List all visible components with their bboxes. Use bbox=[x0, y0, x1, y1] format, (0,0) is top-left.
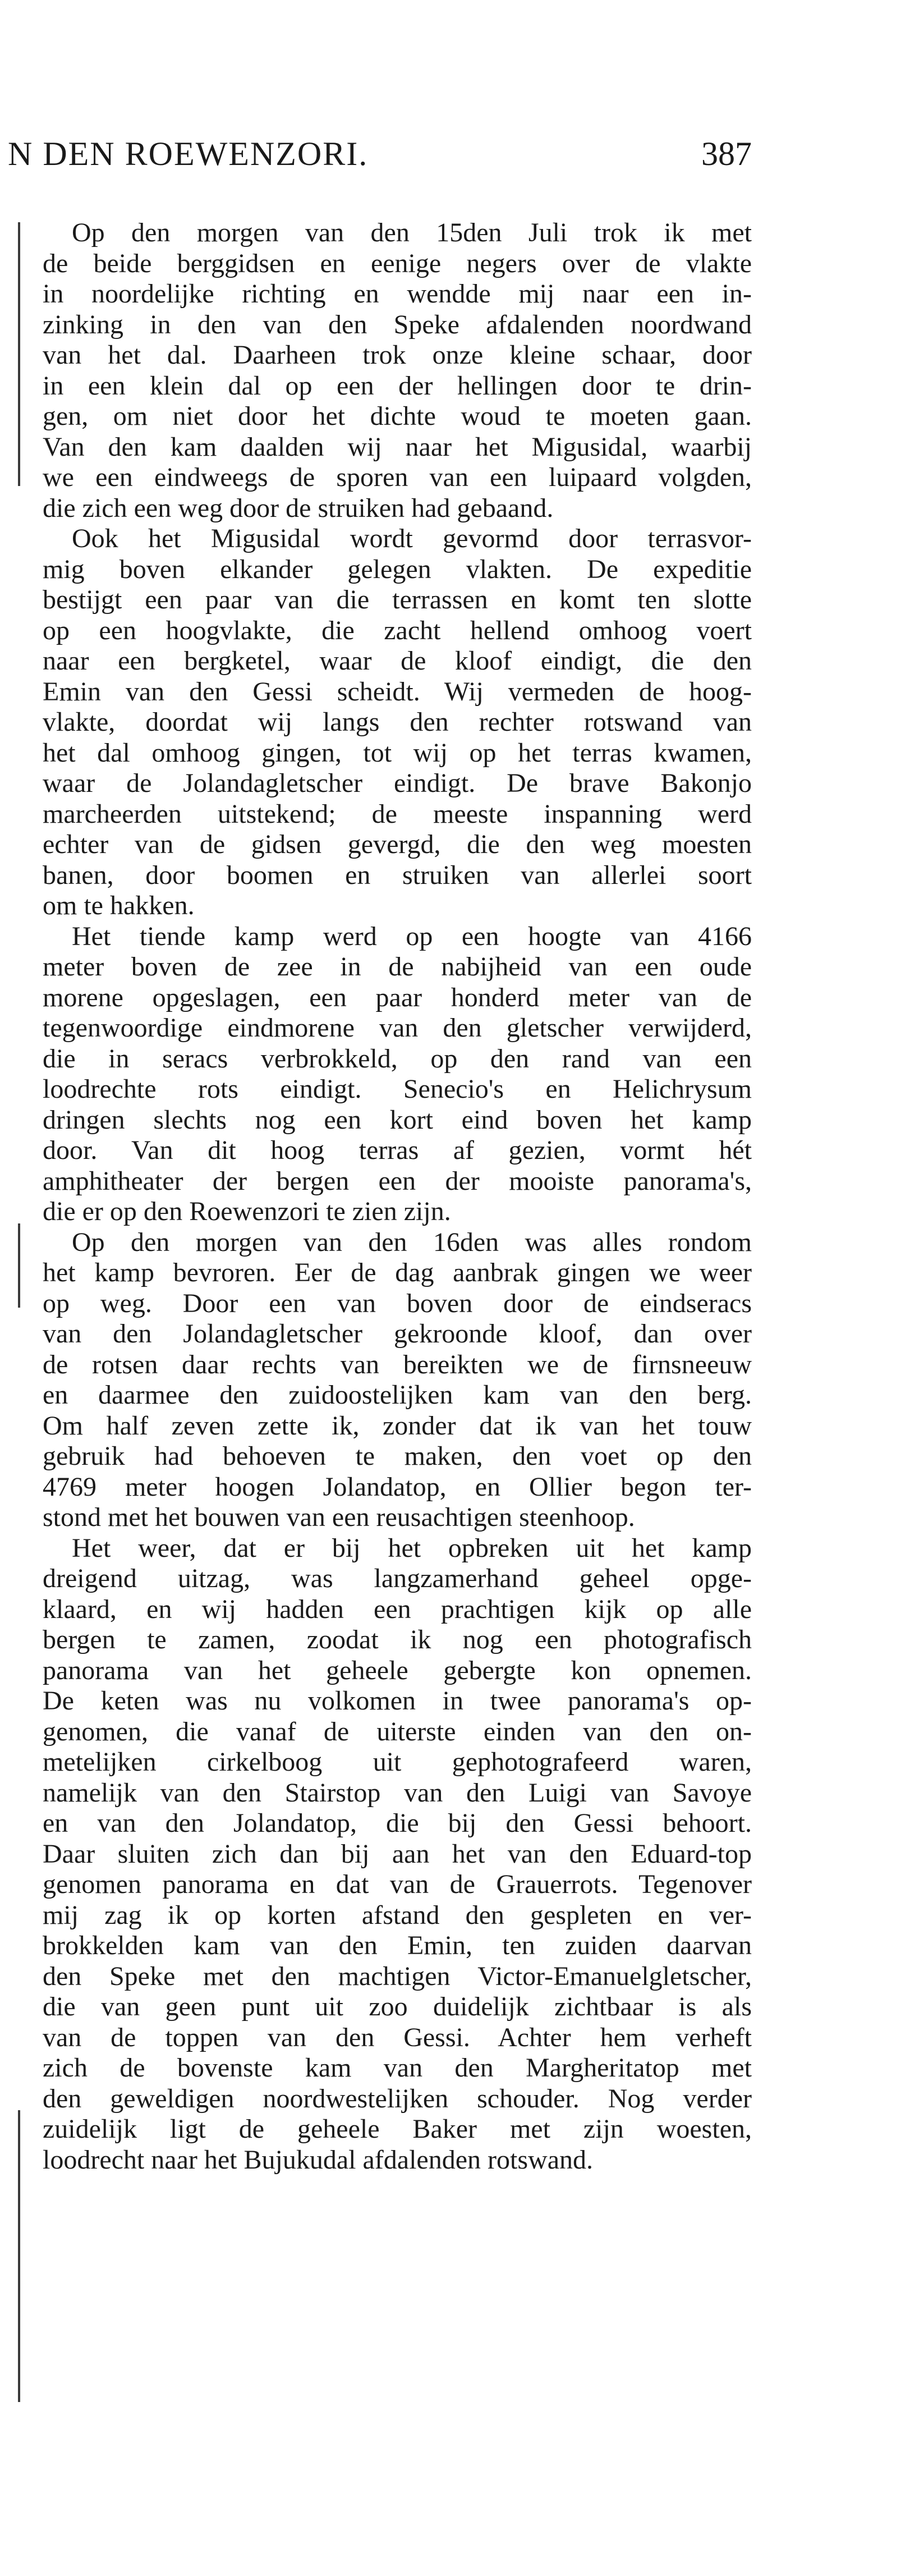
text-line: door. Van dit hoog terras af gezien, vormt hét bbox=[43, 1135, 752, 1165]
text-line: Van den kam daalden wij naar het Migusidal, waarbij bbox=[43, 432, 752, 462]
text-line: stond met het bouwen van een reusachtigen steenhoop. bbox=[43, 1502, 635, 1532]
paragraph bbox=[43, 922, 752, 1227]
text-line: Op den morgen van den 15den Juli trok ik met bbox=[72, 218, 752, 247]
page-number: 387 bbox=[701, 135, 752, 172]
text-line: naar een bergketel, waar de kloof eindigt, die den bbox=[43, 646, 752, 676]
text-line: De keten was nu volkomen in twee panorama's op- bbox=[43, 1686, 752, 1716]
text-line: amphitheater der bergen een der mooiste panorama's, bbox=[43, 1166, 752, 1196]
text-line: Ook het Migusidal wordt gevormd door terrasvor- bbox=[72, 524, 752, 553]
text-line: in noordelijke richting en wendde mij naar een in- bbox=[43, 279, 752, 309]
text-line: die in seracs verbrokkeld, op den rand van een bbox=[43, 1043, 752, 1074]
text-line: loodrechte rots eindigt. Senecio's en Helichrysum bbox=[43, 1074, 752, 1104]
text-line: en daarmee den zuidoostelijken kam van den berg. bbox=[43, 1380, 752, 1410]
text-line: genomen panorama en dat van de Grauerrots. Tegenover bbox=[43, 1869, 752, 1899]
text-line: den Speke met den machtigen Victor-Emanuelgletscher, bbox=[43, 1961, 752, 1991]
text-line: het dal omhoog gingen, tot wij op het terras kwamen, bbox=[43, 737, 752, 768]
text-line: meter boven de zee in de nabijheid van een oude bbox=[43, 952, 752, 982]
text-line: van den Jolandagletscher gekroonde kloof, dan over bbox=[43, 1319, 752, 1349]
text-line: Daar sluiten zich dan bij aan het van den Eduard-top bbox=[43, 1839, 752, 1869]
text-line: waar de Jolandagletscher eindigt. De brave Bakonjo bbox=[43, 768, 752, 798]
text-line: van de toppen van den Gessi. Achter hem verheft bbox=[43, 2022, 752, 2052]
text-line: zuidelijk ligt de geheele Baker met zijn woesten, bbox=[43, 2114, 752, 2144]
text-line: om te hakken. bbox=[43, 891, 195, 920]
text-line: den geweldigen noordwestelijken schouder. Nog verder bbox=[43, 2083, 752, 2114]
text-line: die van geen punt uit zoo duidelijk zichtbaar is als bbox=[43, 1992, 752, 2022]
text-line: het kamp bevroren. Eer de dag aanbrak gingen we weer bbox=[43, 1258, 752, 1287]
text-line: gebruik had behoeven te maken, den voet op den bbox=[43, 1441, 752, 1471]
text-line: namelijk van den Stairstop van den Luigi van Savoye bbox=[43, 1777, 752, 1808]
text-line: bestijgt een paar van die terrassen en komt ten slotte bbox=[43, 585, 752, 615]
text-line: tegenwoordige eindmorene van den gletscher verwijderd, bbox=[43, 1013, 752, 1043]
body-text bbox=[43, 218, 752, 2175]
text-line: Emin van den Gessi scheidt. Wij vermeden de hoog- bbox=[43, 676, 752, 707]
text-line: op weg. Door een van boven door de eindseracs bbox=[43, 1288, 752, 1318]
text-line: de rotsen daar rechts van bereikten we de firnsneeuw bbox=[43, 1349, 752, 1379]
text-line: Op den morgen van den 16den was alles rondom bbox=[72, 1227, 752, 1257]
margin-rule bbox=[18, 2110, 20, 2402]
text-line: banen, door boomen en struiken van allerlei soort bbox=[43, 860, 752, 890]
text-line: dringen slechts nog een kort eind boven het kamp bbox=[43, 1104, 752, 1135]
text-line: die er op den Roewenzori te zien zijn. bbox=[43, 1197, 451, 1226]
text-line: die zich een weg door de struiken had gebaand. bbox=[43, 493, 554, 523]
text-line: morene opgeslagen, een paar honderd meter van de bbox=[43, 982, 752, 1012]
text-line: zinking in den van den Speke afdalenden noordwand bbox=[43, 309, 752, 340]
text-line: en van den Jolandatop, die bij den Gessi behoort. bbox=[43, 1808, 752, 1838]
running-title: N DEN ROEWENZORI. bbox=[8, 135, 369, 172]
text-line: mig boven elkander gelegen vlakten. De expeditie bbox=[43, 554, 752, 584]
margin-rule bbox=[18, 1223, 20, 1308]
text-line: de beide berggidsen en eenige negers over de vlakte bbox=[43, 248, 752, 278]
text-line: loodrecht naar het Bujukudal afdalenden rotswand. bbox=[43, 2144, 593, 2175]
text-line: Om half zeven zette ik, zonder dat ik van het touw bbox=[43, 1410, 752, 1441]
text-line: gen, om niet door het dichte woud te moeten gaan. bbox=[43, 401, 752, 431]
text-line: zich de bovenste kam van den Margheritatop met bbox=[43, 2053, 752, 2083]
text-line: 4769 meter hoogen Jolandatop, en Ollier begon ter- bbox=[43, 1472, 752, 1502]
paragraph bbox=[43, 1533, 752, 2176]
paragraph bbox=[43, 218, 752, 524]
text-line: in een klein dal op een der hellingen door te drin- bbox=[43, 370, 752, 401]
text-line: we een eindweegs de sporen van een luipaard volgden, bbox=[43, 462, 752, 492]
paragraph bbox=[43, 524, 752, 922]
text-line: bergen te zamen, zoodat ik nog een photografisch bbox=[43, 1625, 752, 1654]
text-line: Het tiende kamp werd op een hoogte van 4166 bbox=[72, 921, 752, 951]
text-line: marcheerden uitstekend; de meeste inspanning werd bbox=[43, 799, 752, 829]
paragraph bbox=[43, 1227, 752, 1533]
margin-rule bbox=[18, 222, 20, 486]
text-line: brokkelden kam van den Emin, ten zuiden daarvan bbox=[43, 1931, 752, 1960]
text-line: op een hoogvlakte, die zacht hellend omhoog voert bbox=[43, 615, 752, 645]
text-line: dreigend uitzag, was langzamerhand geheel opge- bbox=[43, 1564, 752, 1593]
text-line: metelijken cirkelboog uit gephotografeerd waren, bbox=[43, 1747, 752, 1777]
running-head bbox=[0, 135, 752, 185]
text-line: echter van de gidsen gevergd, die den weg moesten bbox=[43, 829, 752, 859]
text-line: genomen, die vanaf de uiterste einden van den on- bbox=[43, 1716, 752, 1747]
text-line: vlakte, doordat wij langs den rechter rotswand van bbox=[43, 707, 752, 737]
text-line: Het weer, dat er bij het opbreken uit het kamp bbox=[72, 1533, 752, 1563]
text-line: mij zag ik op korten afstand den gespleten en ver- bbox=[43, 1900, 752, 1930]
text-line: klaard, en wij hadden een prachtigen kijk op alle bbox=[43, 1594, 752, 1624]
text-line: van het dal. Daarheen trok onze kleine schaar, door bbox=[43, 340, 752, 370]
text-line: panorama van het geheele gebergte kon opnemen. bbox=[43, 1655, 752, 1685]
